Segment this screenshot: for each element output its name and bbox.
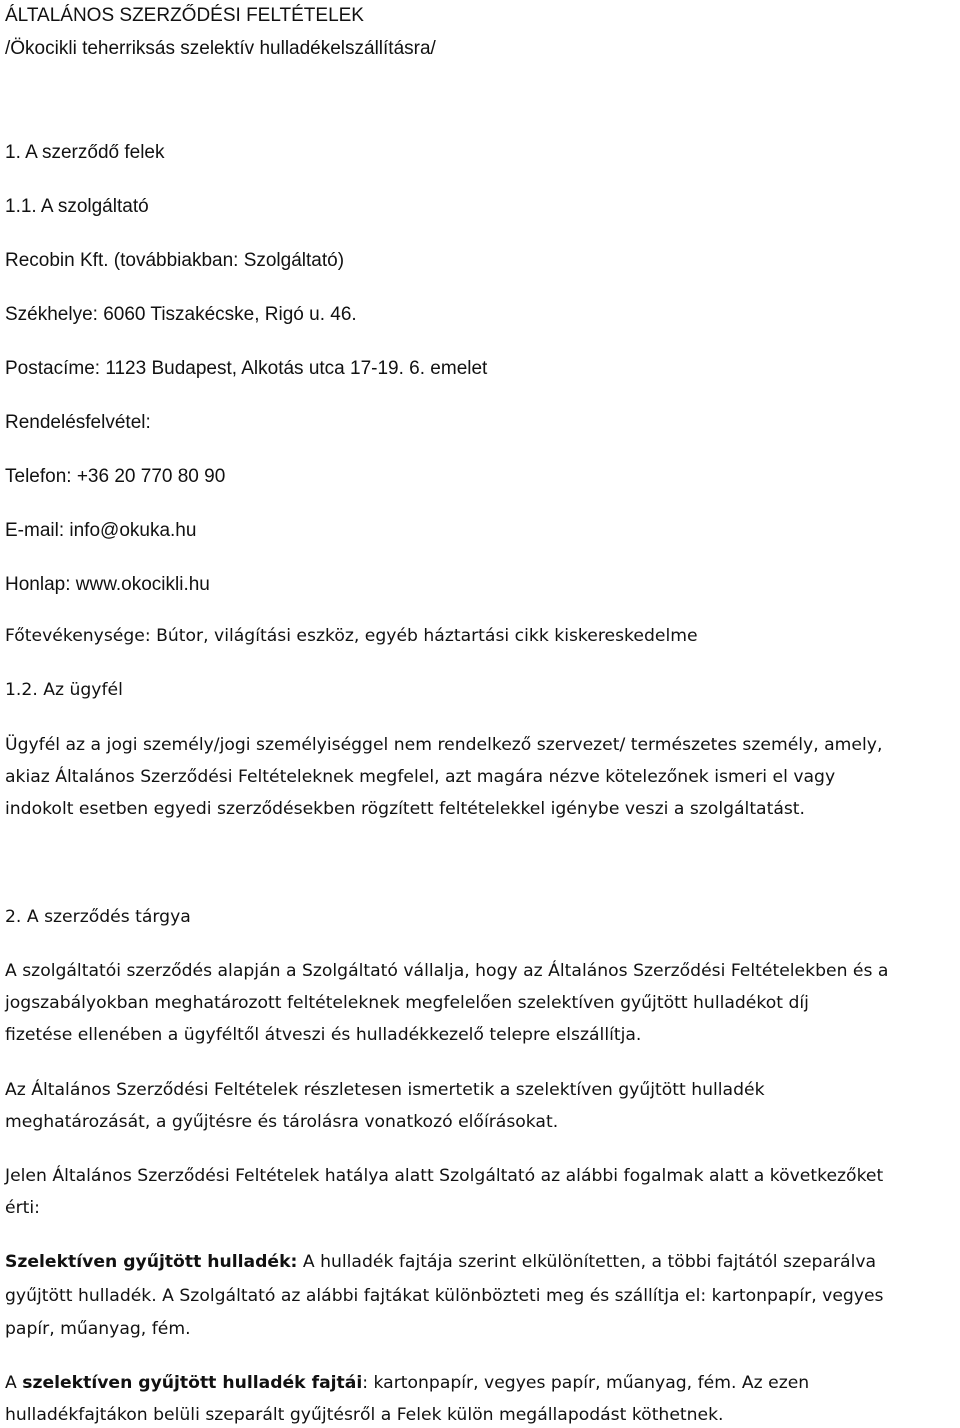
provider-name: Recobin Kft. (továbbiakban: Szolgáltató) — [5, 250, 345, 271]
definition-1-line-2: gyűjtött hulladék. A Szolgáltató az alábbi fajtákat különbözteti meg és szállítja el: kartonpapír, vegyes — [5, 1286, 884, 1306]
subject-text-line-2: jogszabályokban meghatározott feltételeknek megfelelően szelektíven gyűjtött hulladékot díj — [5, 993, 809, 1013]
definition-2-prefix: A — [5, 1373, 23, 1393]
document-title: ÁLTALÁNOS SZERZŐDÉSI FELTÉTELEK — [5, 5, 364, 26]
terms-text-line-2: meghatározását, a gyűjtésre és tárolásra vonatkozó előírásokat. — [5, 1112, 559, 1132]
definition-1-line-1 — [5, 1254, 876, 1271]
provider-heading: 1.1. A szolgáltató — [5, 196, 149, 217]
provider-postal-address: Postacíme: 1123 Budapest, Alkotás utca 17-19. 6. emelet — [5, 358, 488, 379]
provider-seat: Székhelye: 6060 Tiszakécske, Rigó u. 46. — [5, 304, 357, 325]
client-text-line-2: akiaz Általános Szerződési Feltételeknek megfelel, azt magára nézve kötelezőnek ismeri el vagy — [5, 767, 836, 787]
definitions-intro-line-2: érti: — [5, 1198, 40, 1218]
definition-2-term: szelektíven gyűjtött hulladék fajtái — [22, 1373, 363, 1393]
provider-activity: Főtevékenysége: Bútor, világítási eszköz, egyéb háztartási cikk kiskereskedelme — [5, 626, 698, 646]
subject-text-line-3: fizetése ellenében a ügyféltől átveszi és hulladékkezelő telepre elszállítja. — [5, 1025, 642, 1045]
definition-2-line-1 — [5, 1375, 809, 1392]
subject-text-line-1: A szolgáltatói szerződés alapján a Szolgáltató vállalja, hogy az Általános Szerződési Feltételekben és a — [5, 961, 889, 981]
provider-email: E-mail: info@okuka.hu — [5, 520, 197, 541]
definition-1-line-3: papír, műanyag, fém. — [5, 1319, 191, 1339]
definition-1-text: A hulladék fajtája szerint elkülönítetten, a többi fajtától szeparálva — [297, 1252, 877, 1272]
definition-2-line-2: hulladékfajtákon belüli szeparált gyűjtésről a Felek külön megállapodást köthetnek. — [5, 1405, 724, 1425]
definition-1-term: Szelektíven gyűjtött hulladék: — [5, 1252, 298, 1272]
provider-phone: Telefon: +36 20 770 80 90 — [5, 466, 226, 487]
section-2-heading: 2. A szerződés tárgya — [5, 907, 191, 927]
provider-website: Honlap: www.okocikli.hu — [5, 574, 210, 595]
provider-orders-label: Rendelésfelvétel: — [5, 412, 151, 433]
client-heading: 1.2. Az ügyfél — [5, 680, 123, 700]
section-1-heading: 1. A szerződő felek — [5, 142, 165, 163]
terms-text-line-1: Az Általános Szerződési Feltételek részletesen ismertetik a szelektíven gyűjtött hulladék — [5, 1080, 765, 1100]
client-text-line-3: indokolt esetben egyedi szerződésekben rögzített feltételekkel igénybe veszi a szolgáltatást. — [5, 799, 806, 819]
client-text-line-1: Ügyfél az a jogi személy/jogi személyiséggel nem rendelkező szervezet/ természetes személy, amely, — [5, 735, 883, 755]
document-subtitle: /Ökocikli teherriksás szelektív hulladékelszállításra/ — [5, 38, 436, 59]
definitions-intro-line-1: Jelen Általános Szerződési Feltételek hatálya alatt Szolgáltató az alábbi fogalmak alatt a következőket — [5, 1166, 884, 1186]
definition-2-text: : kartonpapír, vegyes papír, műanyag, fém. Az ezen — [362, 1373, 810, 1393]
